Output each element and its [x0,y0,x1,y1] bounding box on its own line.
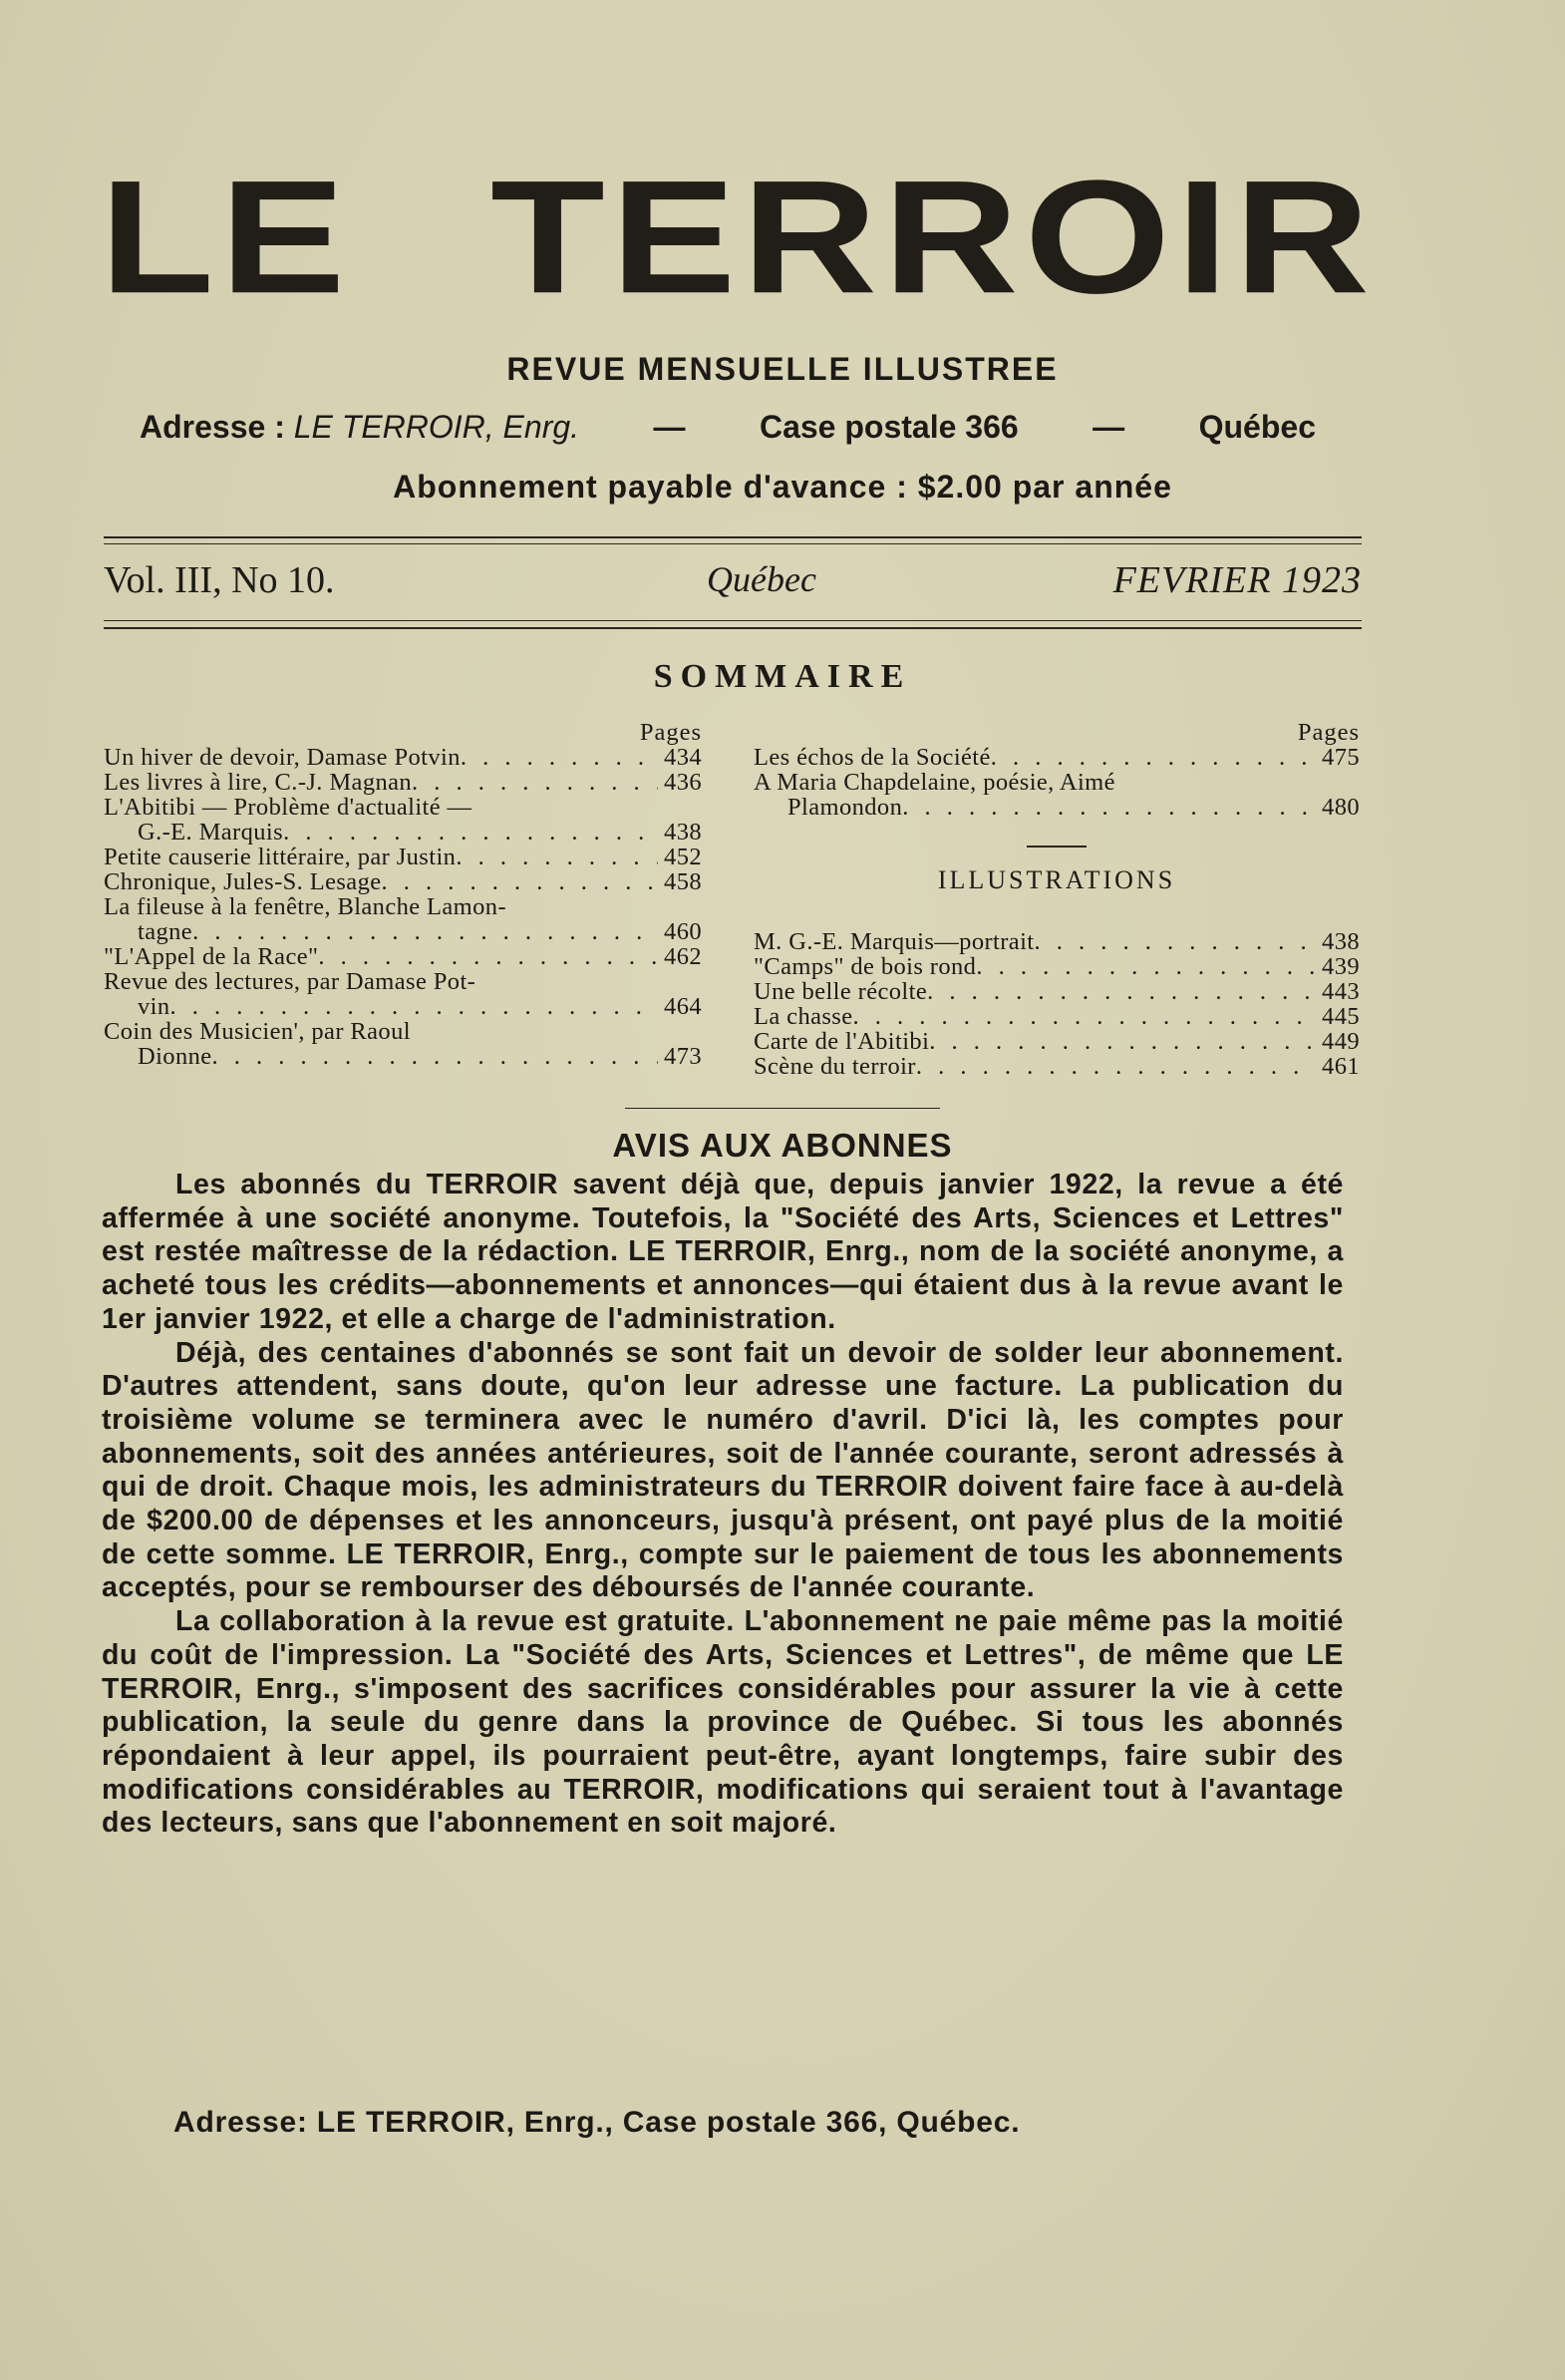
toc-page-number: 480 [1322,794,1360,821]
dot-leader [929,1029,1316,1054]
toc-entry-title: Chronique, Jules-S. Lesage [104,868,382,895]
toc-entry [104,894,702,944]
divider [104,543,1362,544]
toc-entry-title: La chasse [754,1003,853,1030]
dot-leader [1035,929,1317,954]
toc-page-number: 452 [664,844,702,870]
issue-volume: Vol. III, No 10. [104,559,335,601]
notice-paragraph: Les abonnés du TERROIR savent déjà que, depuis janvier 1922, la revue a été affermée à une société anonyme. Toutefois, la "Société des Arts, Sciences et Lettres" est restée maîtresse de la rédaction. LE TERROIR, Enrg., nom de la société anonyme, a acheté tous les crédits—abonnements et annonces—qui étaient dus à la revue avant le 1er janvier 1922, et elle a charge de l'administration. [102,1169,1344,1335]
dot-leader [927,979,1316,1004]
notice-body [102,1169,1344,1841]
masthead-title [100,147,1376,339]
pages-column-header: Pages [639,719,702,746]
toc-page-number: 475 [1322,744,1360,771]
toc-page-number: 460 [664,918,702,945]
toc-entry [754,929,1360,954]
toc-entry [104,745,702,770]
toc-entry-title: A Maria Chapdelaine, poésie, Aimé [754,769,1115,796]
toc-entry-title: Petite causerie littéraire, par Justin [104,844,457,870]
illustrations-heading: ILLUSTRATIONS [937,865,1176,894]
issue-line [104,558,1362,610]
toc-entry-title: Carte de l'Abitibi [754,1028,930,1055]
toc-entry [754,954,1360,979]
toc-entry-title: Les livres à lire, C.-J. Magnan [104,769,413,796]
toc-page-number: 438 [664,819,702,846]
toc-entry-title: L'Abitibi — Problème d'actualité — [104,794,472,821]
toc-entry [754,1004,1360,1029]
notice-paragraph: Déjà, des centaines d'abonnés se sont fait un devoir de solder leur abonnement. D'autres attendent, sans doute, qu'on leur adresse une facture. La publication du troisième volume se terminera avec le numéro d'avril. D'ici là, les comptes pour abonnements, soit des années antérieures, soit de l'année courante, seront adressés à qui de droit. Chaque mois, les administrateurs du TERROIR doivent faire face à au-delà de $200.00 de dépenses et les annonceurs, jusqu'à présent, ont payé plus de la moitié de cette somme. LE TERROIR, Enrg., compte sur le paiement de tous les abonnements acceptés, pour se rembourser des déboursés de l'année courante. [102,1336,1344,1604]
toc-page-number: 438 [1322,928,1360,955]
toc-entry-title: Un hiver de devoir, Damase Potvin [104,744,461,771]
dot-leader [456,845,658,869]
toc-entry [104,869,702,894]
pages-column-header: Pages [1297,719,1360,746]
toc-entry-title-continued: vin [138,993,170,1020]
address-label: Adresse : [140,409,285,445]
illustrations-list [754,929,1360,1079]
notice-title: AVIS AUX ABONNES [612,1127,953,1164]
toc-entry [754,745,1360,770]
address-separator: — [1093,409,1125,445]
dot-leader [212,1044,659,1069]
dot-leader [853,1004,1317,1029]
toc-page-number: 434 [664,744,702,771]
divider [104,620,1362,621]
address-box: Case postale 366 [759,409,1019,445]
subtitle: REVUE MENSUELLE ILLUSTREE [506,351,1059,387]
toc-entry [104,969,702,1019]
table-of-contents-right [754,720,1360,820]
toc-entry-title: Une belle récolte [754,978,928,1005]
toc-entry-title-continued: G.-E. Marquis [138,819,284,846]
subscription-price: Abonnement payable d'avance : $2.00 par année [393,469,1172,505]
address-city: Québec [1198,409,1316,445]
toc-page-number: 473 [664,1043,702,1070]
toc-entry [754,1054,1360,1079]
toc-entry-title: Revue des lectures, par Damase Pot- [104,968,476,995]
dot-leader [170,994,659,1019]
publisher-address [140,409,1316,446]
dot-leader [902,795,1316,820]
masthead-word-terroir: TERROIR [490,147,1376,327]
dot-leader [412,770,658,795]
toc-entry [104,1019,702,1069]
dot-leader [318,944,658,969]
toc-entry-title: La fileuse à la fenêtre, Blanche Lamon- [104,893,506,920]
toc-page-number: 458 [664,868,702,895]
address-separator: — [653,409,686,445]
toc-entry [104,795,702,845]
dot-leader [382,869,659,894]
address-name: LE TERROIR, Enrg. [293,409,580,445]
toc-entry-title-continued: tagne [138,918,193,945]
dot-leader [916,1054,1316,1079]
toc-entry-title: Scène du terroir [754,1053,916,1080]
toc-entry-title: "Camps" de bois rond [754,953,977,980]
toc-entry [754,979,1360,1004]
notice-paragraph: La collaboration à la revue est gratuite. L'abonnement ne paie même pas la moitié du coût de l'impression. La "Société des Arts, Sciences et Lettres", de même que LE TERROIR, Enrg., s'imposent des sacrifices considérables pour assurer la vie à cette publication, la seule du genre dans la province de Québec. Si tous les abonnés répondaient à leur appel, ils pourraient peut-être, ayant longtemps, faire subir des modifications considérables au TERROIR, modifications qui seraient tout à l'avantage des lecteurs, sans que l'abonnement en soit majoré. [102,1605,1344,1840]
toc-entry [754,1029,1360,1054]
divider [1027,846,1087,848]
dot-leader [976,954,1316,979]
toc-page-number: 439 [1322,953,1360,980]
notice-footer-address: Adresse: LE TERROIR, Enrg., Case postale 366, Québec. [173,2106,1021,2139]
toc-entry-title-continued: Plamondon [787,794,903,821]
masthead-word-le: LE [100,147,352,327]
toc-entry [104,845,702,869]
divider [625,1108,940,1109]
dot-leader [192,919,658,944]
divider [104,536,1362,538]
issue-city: Québec [707,559,816,599]
toc-page-number: 445 [1322,1003,1360,1030]
dot-leader [991,745,1316,770]
toc-entry-title: Les échos de la Société [754,744,991,771]
toc-entry-title-continued: Dionne [138,1043,212,1070]
toc-entry [754,770,1360,820]
toc-page-number: 443 [1322,978,1360,1005]
toc-page-number: 461 [1322,1053,1360,1080]
table-of-contents-left [104,720,702,1069]
toc-entry [104,944,702,969]
dot-leader [283,820,658,845]
toc-page-number: 436 [664,769,702,796]
sommaire-heading: SOMMAIRE [653,658,912,695]
toc-page-number: 449 [1322,1028,1360,1055]
dot-leader [461,745,658,770]
issue-date: FEVRIER 1923 [1112,559,1362,601]
divider [104,627,1362,629]
toc-page-number: 462 [664,943,702,970]
toc-entry-title: M. G.-E. Marquis—portrait [754,928,1035,955]
toc-entry-title: Coin des Musicien', par Raoul [104,1018,411,1045]
toc-entry-title: "L'Appel de la Race" [104,943,319,970]
toc-page-number: 464 [664,993,702,1020]
toc-entry [104,770,702,795]
address-label-group [140,409,579,446]
